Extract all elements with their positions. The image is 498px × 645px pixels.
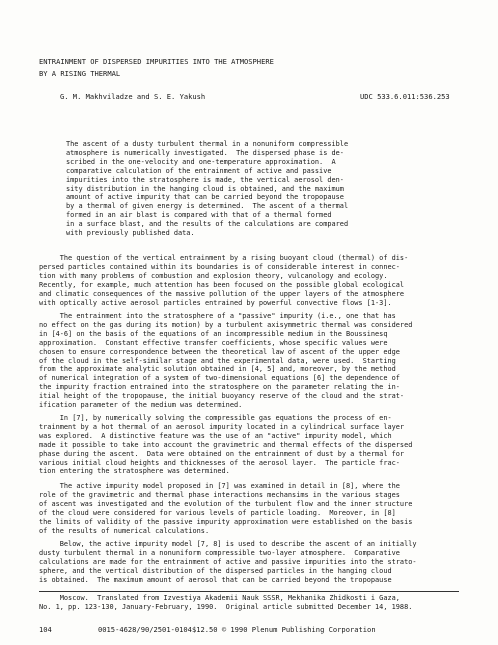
body-line: tion entering the stratosphere was determined. bbox=[39, 467, 230, 476]
body-line: and climatic consequences of the massive pollution of the upper layers of the atmosphere bbox=[39, 289, 405, 298]
body-line: tion with many problems of combustion and explosion theory, vulcanology and ecology. bbox=[39, 271, 388, 280]
body-line: phase during the ascent. Data were obtained on the entrainment of dust by a thermal for bbox=[39, 449, 405, 458]
body-line: no effect on the gas during its motion) by a turbulent axisymmetric thermal was considered bbox=[39, 320, 413, 329]
body-line: The active impurity model proposed in [7] was examined in detail in [8], where the bbox=[39, 482, 400, 490]
body-line: calculations are made for the entrainment of active and passive impurities into the strato- bbox=[39, 557, 417, 566]
body-line: was explored. A distinctive feature was the use of an "active" impurity model, which bbox=[39, 431, 392, 440]
body-line: itial height of the tropopause, the initial buoyancy reserve of the cloud and the strat- bbox=[39, 392, 405, 401]
body-line: The question of the vertical entrainment by a rising buoyant cloud (thermal) of dis- bbox=[39, 254, 409, 262]
body-line: Below, the active impurity model [7, 8] is used to describe the ascent of an initially bbox=[39, 540, 417, 548]
body-line: with optically active aerosol particles entrained by powerful convective flows [1-3]. bbox=[39, 298, 392, 307]
abstract bbox=[66, 140, 456, 238]
body-line: sphere, and the vertical distribution of the dispersed particles in the hanging cloud bbox=[39, 566, 392, 575]
authors: G. M. Makhviladze and S. E. Yakush bbox=[60, 92, 206, 101]
body-paragraph bbox=[39, 414, 469, 476]
body-line: made it possible to take into account the gravimetric and thermal effects of the dispersed bbox=[39, 440, 413, 449]
footnote-line: Moscow. Translated from Izvestiya Akademii Nauk SSSR, Mekhanika Zhidkosti i Gaza, bbox=[39, 594, 400, 602]
abstract-line: with previously published data. bbox=[66, 229, 195, 238]
abstract-line: in a surface blast, and the results of the calculations are compared bbox=[66, 220, 349, 229]
body-paragraph bbox=[39, 482, 469, 535]
body-line: in [4-6] on the basis of the equations of an incompressible medium in the Boussinesq bbox=[39, 329, 388, 338]
body-line: of the cloud in the self-similar stage and the experimental data, were used. Starting bbox=[39, 356, 396, 365]
abstract-line: formed in an air blast is compared with that of a thermal formed bbox=[66, 211, 332, 220]
copyright-line: 0015-4628/90/2501-0104$12.50 © 1990 Plenum Publishing Corporation bbox=[98, 625, 376, 634]
abstract-line: comparative calculation of the entrainment of active and passive bbox=[66, 166, 332, 175]
body-line: approximation. Constant effective transfer coefficients, whose specific values were bbox=[39, 338, 388, 347]
body-line: trainment by a hot thermal of an aerosol impurity located in a cylindrical surface layer bbox=[39, 422, 405, 431]
abstract-line: amount of active impurity that can be carried beyond the tropopause bbox=[66, 193, 344, 202]
abstract-line: atmosphere is numerically investigated. The dispersed phase is de- bbox=[66, 148, 344, 157]
body-paragraph bbox=[39, 254, 469, 307]
body-line: role of the gravimetric and thermal phase interactions mechansims in the various stages bbox=[39, 490, 400, 499]
udc-code: UDC 533.6.011:536.253 bbox=[360, 92, 450, 101]
body-line: of ascent was investigated and the evolution of the turbulent flow and the inner structure bbox=[39, 499, 413, 508]
title-line: ENTRAINMENT OF DISPERSED IMPURITIES INTO THE ATMOSPHERE bbox=[39, 57, 274, 66]
footnote-line: No. 1, pp. 123-130, January-February, 1990. Original article submitted December 14, 1988. bbox=[39, 602, 413, 611]
body-line: from the approximate analytic solution obtained in [4, 5] and, moreover, by the method bbox=[39, 365, 396, 374]
body-paragraph bbox=[39, 312, 469, 410]
article-title bbox=[39, 56, 274, 80]
footnote bbox=[39, 594, 469, 612]
footnote-divider bbox=[39, 591, 459, 592]
abstract-line: impurities into the stratosphere is made, the vertical aerosol den- bbox=[66, 175, 344, 184]
body-line: ification parameter of the medium was determined. bbox=[39, 401, 243, 410]
body-line: chosen to ensure correspondence between the theoretical law of ascent of the upper edge bbox=[39, 347, 400, 356]
page-number: 104 bbox=[39, 625, 52, 634]
body-paragraph bbox=[39, 540, 469, 585]
body-line: In [7], by numerically solving the compressible gas equations the process of en- bbox=[39, 414, 392, 422]
body-line: The entrainment into the stratosphere of a "passive" impurity (i.e., one that has bbox=[39, 312, 396, 320]
abstract-line: by a thermal of given energy is determined. The ascent of a thermal bbox=[66, 202, 349, 211]
body-line: dusty turbulent thermal in a nonuniform compressible two-layer atmosphere. Comparative bbox=[39, 548, 400, 557]
body-line: the limits of validity of the passive impurity approximation were established on the basis bbox=[39, 517, 413, 526]
body-line: the impurity fraction entrained into the stratosphere on the parameter relating the in- bbox=[39, 383, 400, 392]
abstract-line: The ascent of a dusty turbulent thermal in a nonuniform compressible bbox=[66, 140, 349, 148]
body-line: various initial cloud heights and thicknesses of the aerosol layer. The particle frac- bbox=[39, 458, 400, 467]
abstract-line: sity distribution in the hanging cloud is obtained, and the maximum bbox=[66, 184, 344, 193]
body-line: of the results of numerical calculations. bbox=[39, 526, 210, 535]
body-line: Recently, for example, much attention has been focused on the possible global ecological bbox=[39, 280, 405, 289]
body-line: of numerical integration of a system of two-dimensional equations [6] the dependence of bbox=[39, 374, 400, 383]
body-line: of the cloud were considered for various levels of particle loading. Moreover, in [8] bbox=[39, 508, 396, 517]
abstract-line: scribed in the one-velocity and one-temperature approximation. A bbox=[66, 157, 336, 166]
body-line: persed particles contained within its boundaries is of considerable interest in connec- bbox=[39, 262, 400, 271]
title-line: BY A RISING THERMAL bbox=[39, 69, 121, 78]
body-line: is obtained. The maximum amount of aerosol that can be carried beyond the tropopause bbox=[39, 575, 392, 584]
